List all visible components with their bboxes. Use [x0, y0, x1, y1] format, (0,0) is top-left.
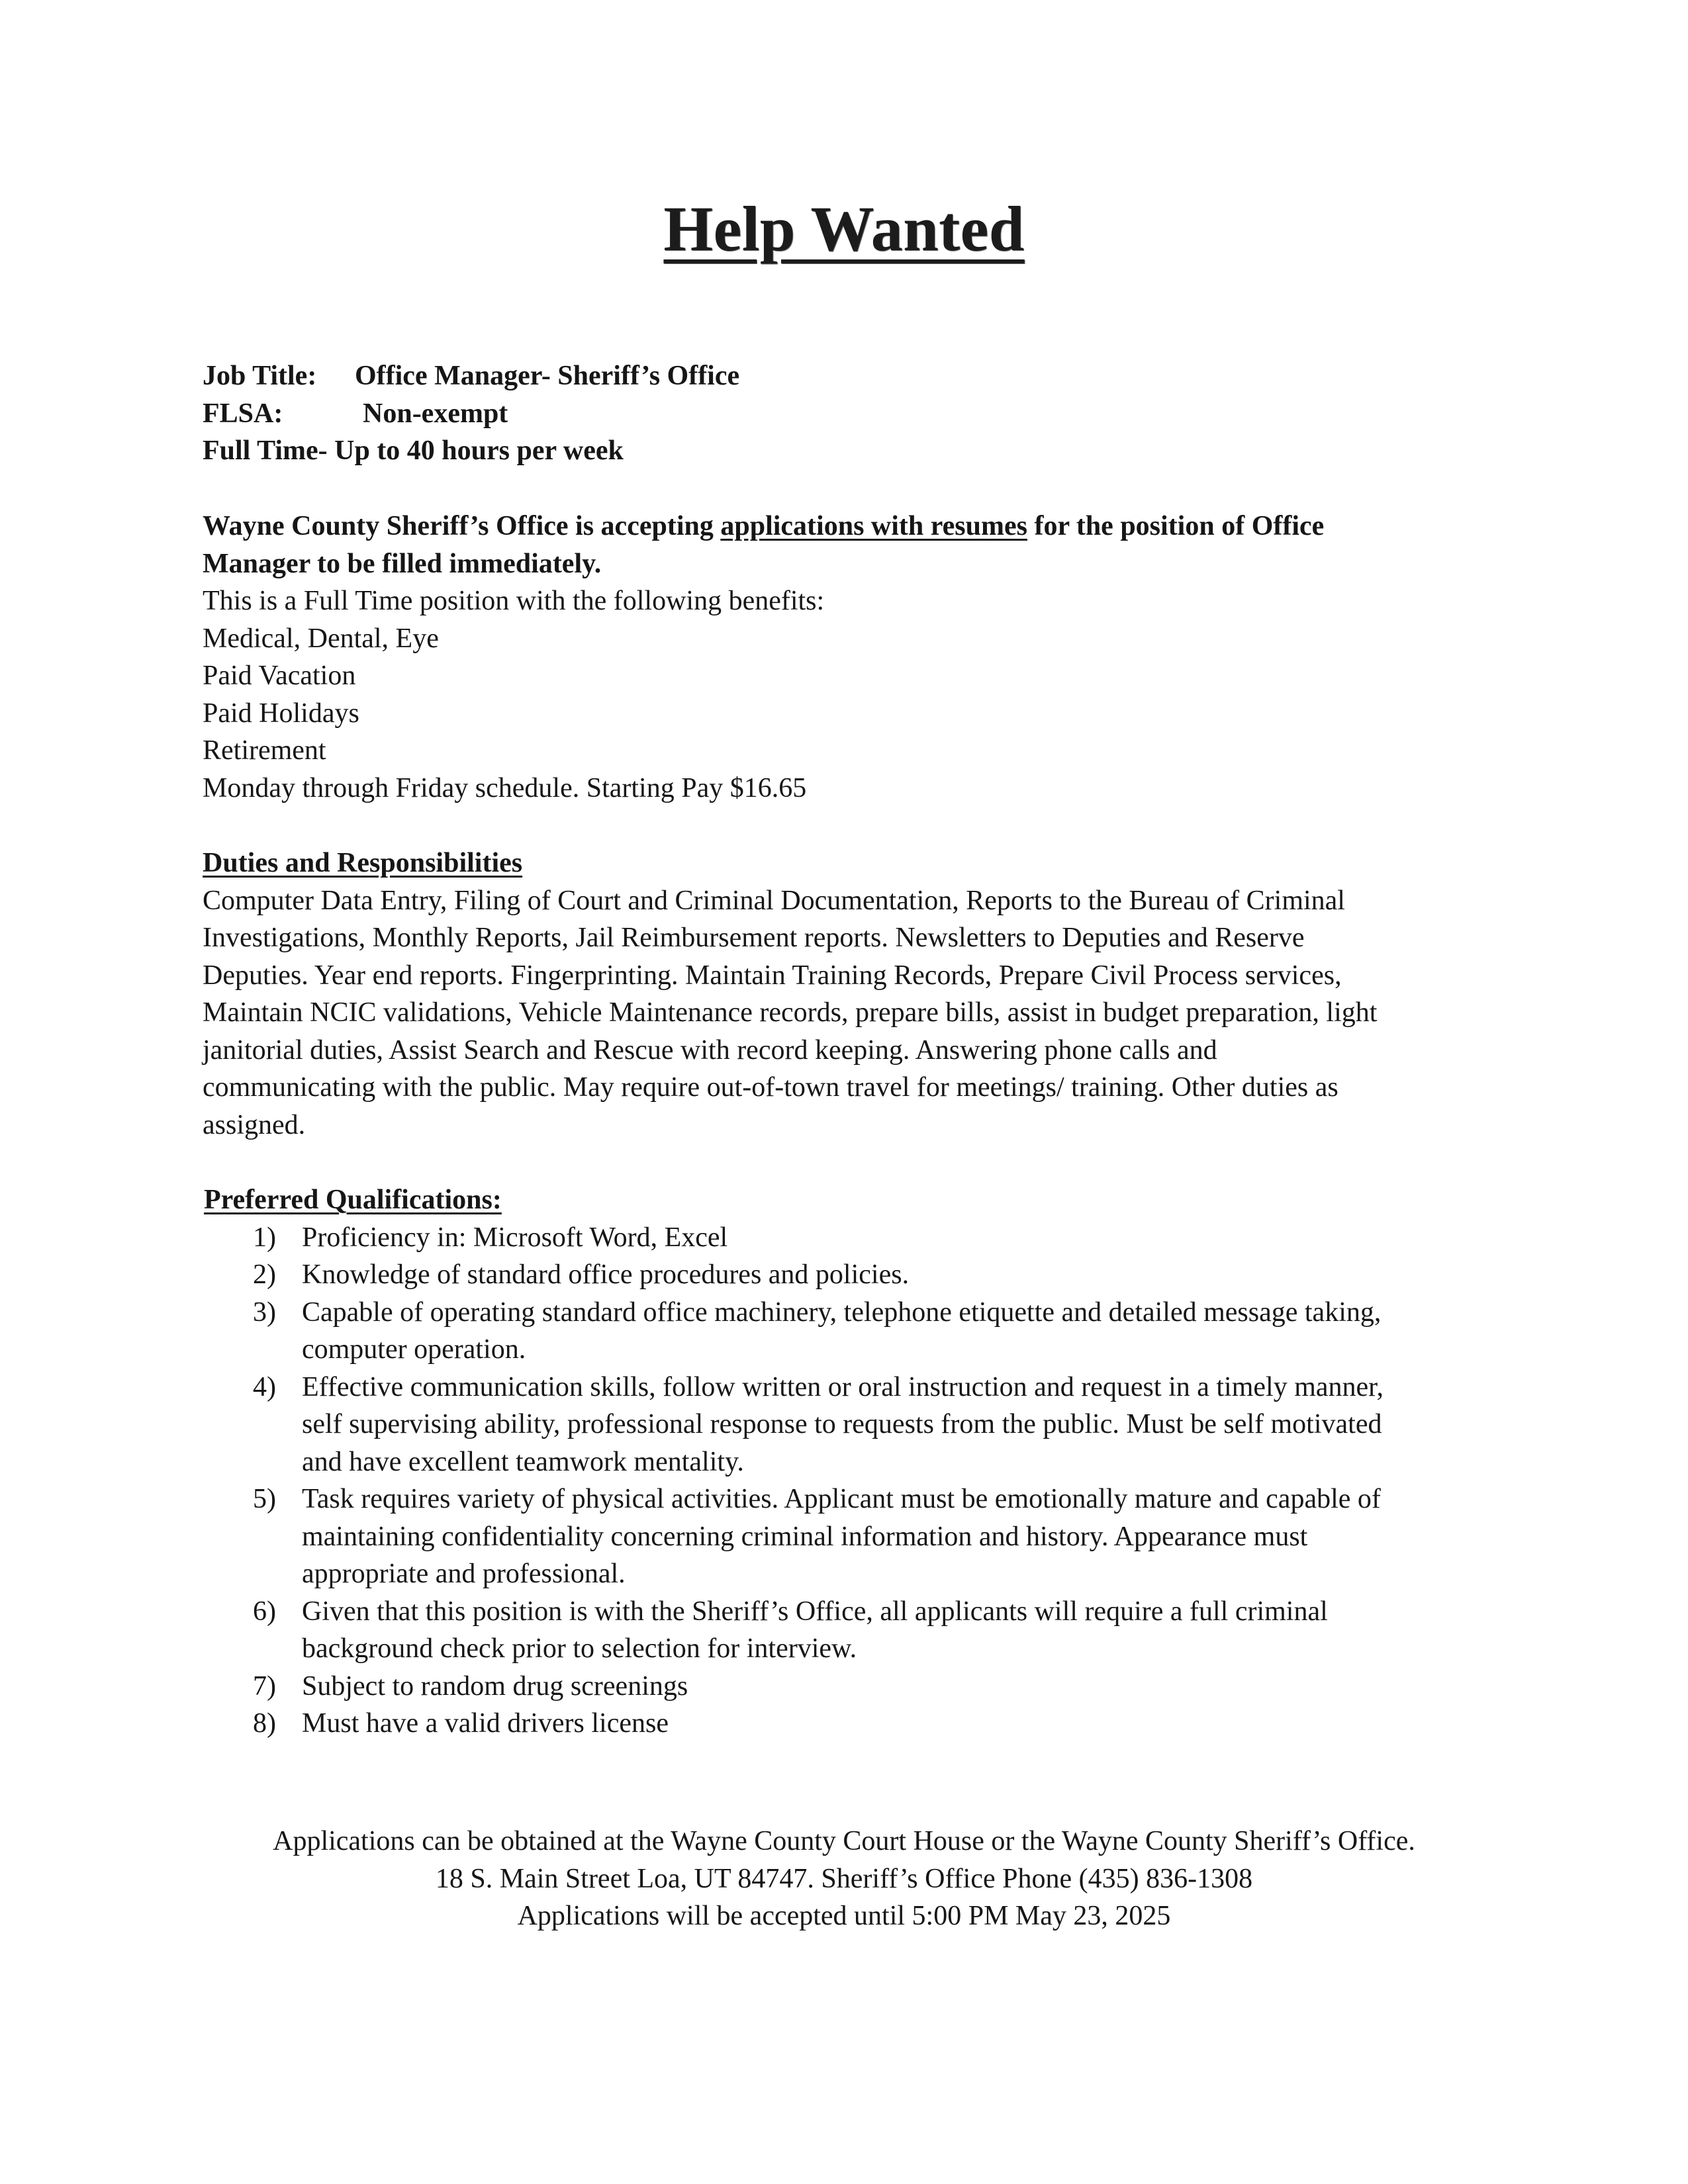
item-text: appropriate and professional. — [302, 1559, 626, 1589]
list-item — [203, 1294, 1679, 1369]
applications-with-resumes: applications with resumes — [720, 511, 1027, 541]
item-text: Knowledge of standard office procedures and policies. — [302, 1259, 910, 1290]
item-number: 7) — [253, 1670, 276, 1702]
intro-section — [203, 508, 1500, 807]
list-item — [203, 1668, 1679, 1706]
list-item — [203, 1219, 1679, 1257]
footer-contact — [0, 1823, 1688, 1935]
footer-line-locations: Applications can be obtained at the Wayne County Court House or the Wayne County Sheriff’s Office. — [273, 1826, 1415, 1856]
item-number: 1) — [253, 1222, 276, 1253]
accepting-line-2: Manager to be filled immediately. — [203, 548, 602, 579]
item-text: maintaining confidentiality concerning criminal information and history. Appearance must — [302, 1521, 1308, 1552]
item-number: 3) — [253, 1297, 276, 1328]
item-text: Given that this position is with the Sheriff’s Office, all applicants will require a full criminal — [302, 1596, 1328, 1627]
item-text: Effective communication skills, follow written or oral instruction and request in a timely manner, — [302, 1371, 1383, 1402]
duties-line: communicating with the public. May require out-of-town travel for meetings/ training. Other duties as — [203, 1072, 1338, 1103]
flsa-line — [203, 395, 1500, 433]
page-title: Help Wanted — [663, 193, 1025, 264]
flsa-value: Non-exempt — [363, 398, 508, 429]
benefit-item: Retirement — [203, 735, 326, 766]
full-time-line: Full Time- Up to 40 hours per week — [203, 435, 624, 466]
duties-line: janitorial duties, Assist Search and Rescue with record keeping. Answering phone calls and — [203, 1034, 1217, 1066]
duties-line: Deputies. Year end reports. Fingerprinting. Maintain Training Records, Prepare Civil Process services, — [203, 960, 1342, 991]
list-item — [203, 1480, 1679, 1593]
qualifications-heading: Preferred Qualifications: — [204, 1185, 502, 1215]
job-header — [203, 357, 1500, 470]
list-item — [203, 1593, 1679, 1668]
duties-heading: Duties and Responsibilities — [203, 848, 523, 878]
item-number: 2) — [253, 1259, 276, 1290]
item-text: Proficiency in: Microsoft Word, Excel — [302, 1222, 728, 1253]
footer-line-address-phone: 18 S. Main Street Loa, UT 84747. Sheriff’s Office Phone (435) 836-1308 — [435, 1863, 1253, 1894]
list-item — [203, 1705, 1679, 1743]
item-number: 6) — [253, 1596, 276, 1627]
duties-line: Maintain NCIC validations, Vehicle Maintenance records, prepare bills, assist in budget preparation, light — [203, 997, 1378, 1028]
benefit-item: Medical, Dental, Eye — [203, 623, 439, 654]
list-item — [203, 1369, 1679, 1481]
item-number: 5) — [253, 1484, 276, 1514]
qualifications-list — [203, 1219, 1500, 1743]
job-title-value: Office Manager- Sheriff’s Office — [355, 361, 740, 391]
accepting-line — [203, 508, 1500, 545]
qualifications-section — [203, 1181, 1500, 1743]
footer-line-deadline: Applications will be accepted until 5:00 PM May 23, 2025 — [517, 1901, 1171, 1931]
item-number: 4) — [253, 1371, 276, 1402]
item-text: Capable of operating standard office machinery, telephone etiquette and detailed message taking, — [302, 1297, 1382, 1328]
item-text: self supervising ability, professional response to requests from the public. Must be self motivated — [302, 1409, 1382, 1439]
item-text: Subject to random drug screenings — [302, 1670, 688, 1702]
schedule-line: Monday through Friday schedule. Starting Pay $16.65 — [203, 772, 807, 803]
item-text: and have excellent teamwork mentality. — [302, 1446, 744, 1477]
item-text: background check prior to selection for interview. — [302, 1633, 857, 1664]
item-text: Must have a valid drivers license — [302, 1708, 669, 1739]
item-text: computer operation. — [302, 1334, 526, 1365]
benefit-item: Paid Vacation — [203, 660, 356, 691]
item-number: 8) — [253, 1708, 276, 1739]
duties-line: assigned. — [203, 1109, 306, 1140]
benefit-item: Paid Holidays — [203, 698, 359, 729]
duties-line: Investigations, Monthly Reports, Jail Reimbursement reports. Newsletters to Deputies and Reserve — [203, 923, 1305, 953]
job-title-label: Job Title: — [203, 361, 317, 391]
list-item — [203, 1256, 1679, 1294]
benefits-intro: This is a Full Time position with the following benefits: — [203, 586, 825, 616]
duties-line: Computer Data Entry, Filing of Court and Criminal Documentation, Reports to the Bureau of Criminal — [203, 885, 1345, 916]
item-text: Task requires variety of physical activities. Applicant must be emotionally mature and capable of — [302, 1484, 1381, 1514]
accepting-post: for the position of Office — [1027, 511, 1325, 541]
flsa-label: FLSA: — [203, 398, 283, 429]
duties-section — [203, 844, 1500, 1144]
job-title-line — [203, 357, 1500, 395]
accepting-pre: Wayne County Sheriff’s Office is accepting — [203, 511, 721, 541]
